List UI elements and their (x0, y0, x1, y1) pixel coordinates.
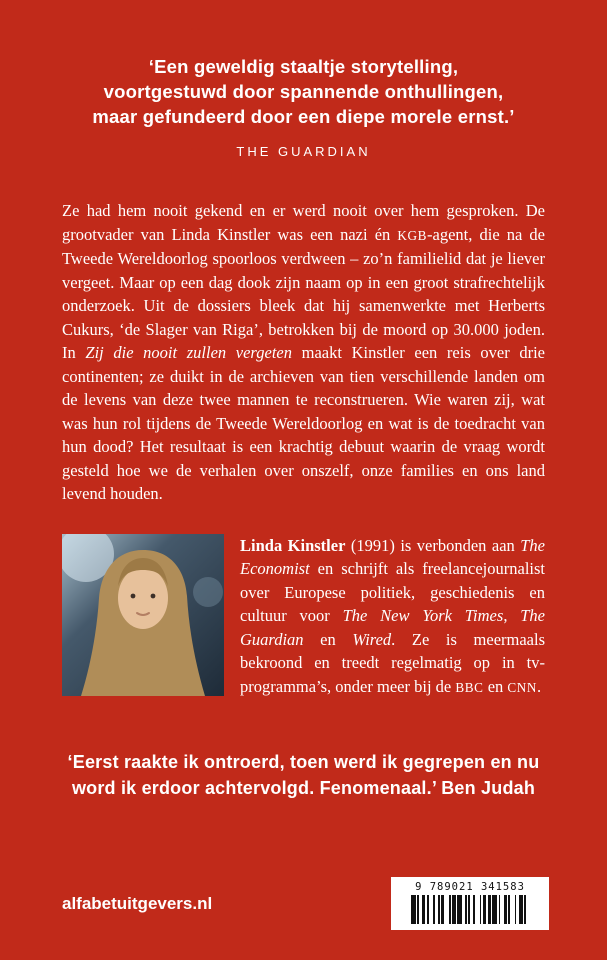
top-quote-line: voortgestuwd door spannende onthullingen, (103, 81, 504, 102)
top-quote-attribution: THE GUARDIAN (236, 144, 371, 159)
publisher-url: alfabetuitgevers.nl (62, 893, 213, 913)
top-quote-block (0, 0, 607, 159)
author-photo (62, 534, 224, 696)
barcode-bars (411, 895, 529, 924)
author-bio: Linda Kinstler (1991) is verbonden aan The Economist en schrijft als freelancejournalist over Europese politiek, geschiedenis en cultuur voor The New York Times, The Guardian en Wired. Ze is meermaals bekroond en treedt regelmatig op in tv-programma’s, onder meer bij de BBC en CNN. (240, 535, 545, 696)
barcode (391, 877, 549, 930)
synopsis-paragraph: Ze had hem nooit gekend en er werd nooit over hem gesproken. De grootvader van Linda Kinstler was een nazi én KGB-agent, die na de Tweede Wereldoorlog spoorloos verdween – zo’n familielid dat je liever vergeet. Maar op een dag dook zijn naam op in een groot strafrechtelijk onderzoek. Uit de dossiers bleek dat hij samenwerkte met Herberts Cukurs, ‘de Slager van Riga’, betrokken bij de moord op 30.000 joden. In Zij die nooit zullen vergeten maakt Kinstler een reis over drie continenten; ze duikt in de archieven van tien verschillende landen om de levens van deze twee mannen te reconstrueren. Wie waren zij, wat was hun rol tijdens de Tweede Wereldoorlog en wat is de toedracht van hun dood? Het resultaat is een krachtig debuut waarin de vraag wordt gesteld hoe we de verhalen over onszelf, onze families en ons land levend houden. (62, 201, 545, 503)
author-section (62, 534, 545, 700)
top-quote-line: ‘Een geweldig staaltje storytelling, (148, 56, 459, 77)
bottom-quote-block (0, 749, 607, 801)
top-quote-line: maar gefundeerd door een diepe morele ernst.’ (92, 106, 515, 127)
bottom-quote-line: word ik erdoor achtervolgd. Fenomenaal.’ Ben Judah (71, 778, 536, 798)
footer (62, 877, 549, 930)
bottom-quote-line: ‘Eerst raakte ik ontroerd, toen werd ik gegrepen en nu (67, 752, 540, 772)
synopsis-section (62, 199, 545, 506)
barcode-number: 9 789021 341583 (415, 881, 525, 893)
